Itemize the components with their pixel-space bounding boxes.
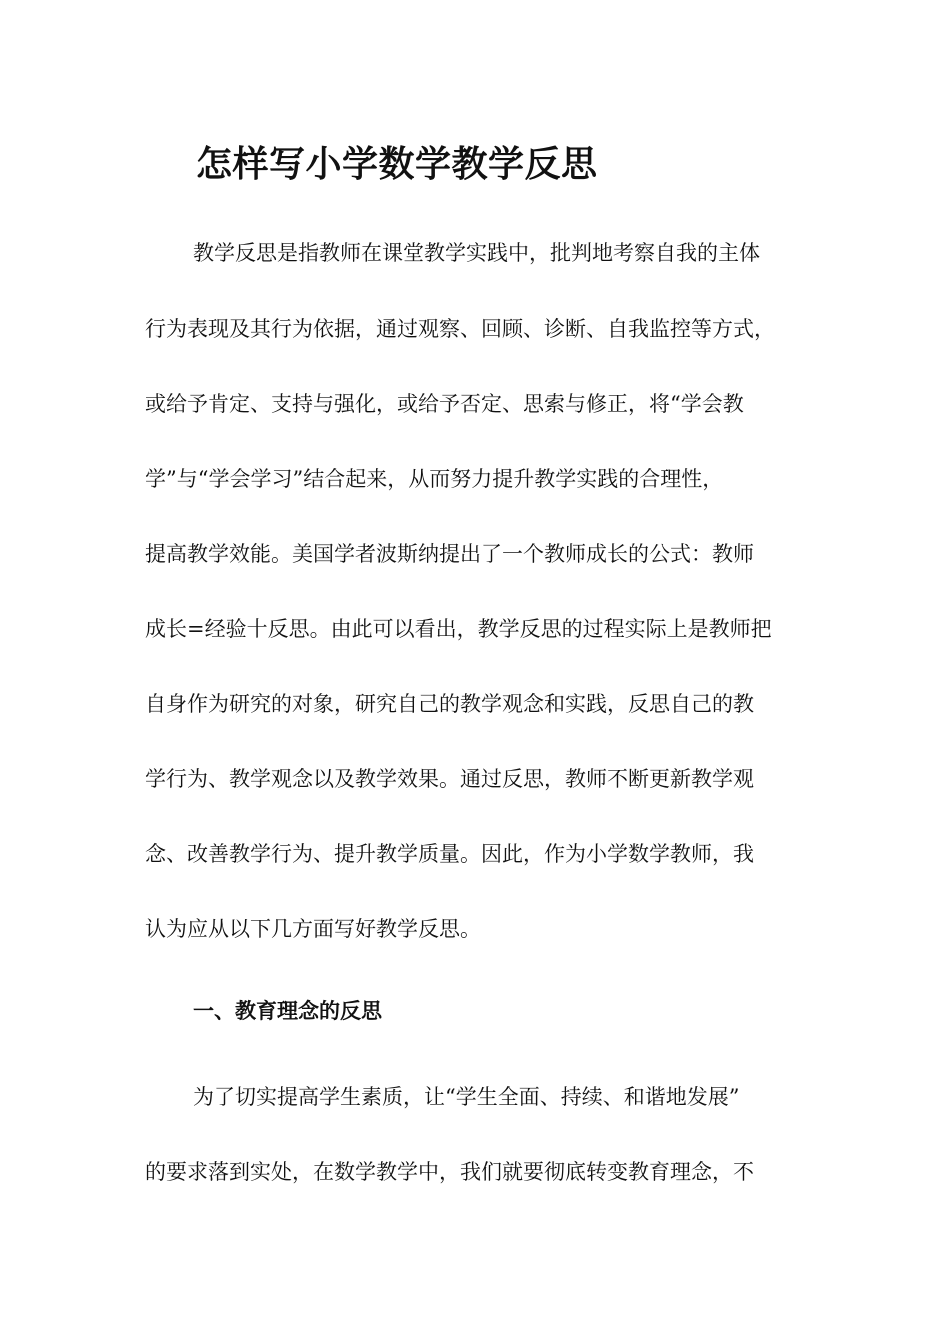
paragraph-line: 行为表现及其行为依据，通过观察、回顾、诊断、自我监控等方式， [145,317,775,341]
document-title: 怎样写小学数学教学反思 [196,143,598,185]
paragraph-line: 教学反思是指教师在课堂教学实践中，批判地考察自我的主体 [193,241,760,265]
paragraph-line: 成长=经验十反思。由此可以看出，教学反思的过程实际上是教师把 [145,617,772,641]
paragraph-line: 学”与“学会学习”结合起来，从而努力提升教学实践的合理性， [145,467,724,491]
paragraph-line: 学行为、教学观念以及教学效果。通过反思，教师不断更新教学观 [145,767,754,791]
paragraph-line: 认为应从以下几方面写好教学反思。 [145,917,481,941]
section-heading: 一、教育理念的反思 [193,998,382,1023]
paragraph-line: 提高教学效能。美国学者波斯纳提出了一个教师成长的公式：教师 [145,542,754,566]
paragraph-line: 的要求落到实处，在数学教学中，我们就要彻底转变教育理念，不 [145,1160,754,1184]
paragraph-line: 为了切实提高学生素质，让“学生全面、持续、和谐地发展” [193,1085,740,1109]
paragraph-line: 念、改善教学行为、提升教学质量。因此，作为小学数学教师，我 [145,842,754,866]
paragraph-line: 自身作为研究的对象，研究自己的教学观念和实践，反思自己的教 [145,692,754,716]
paragraph-line: 或给予肯定、支持与强化，或给予否定、思索与修正，将“学会教 [145,392,744,416]
